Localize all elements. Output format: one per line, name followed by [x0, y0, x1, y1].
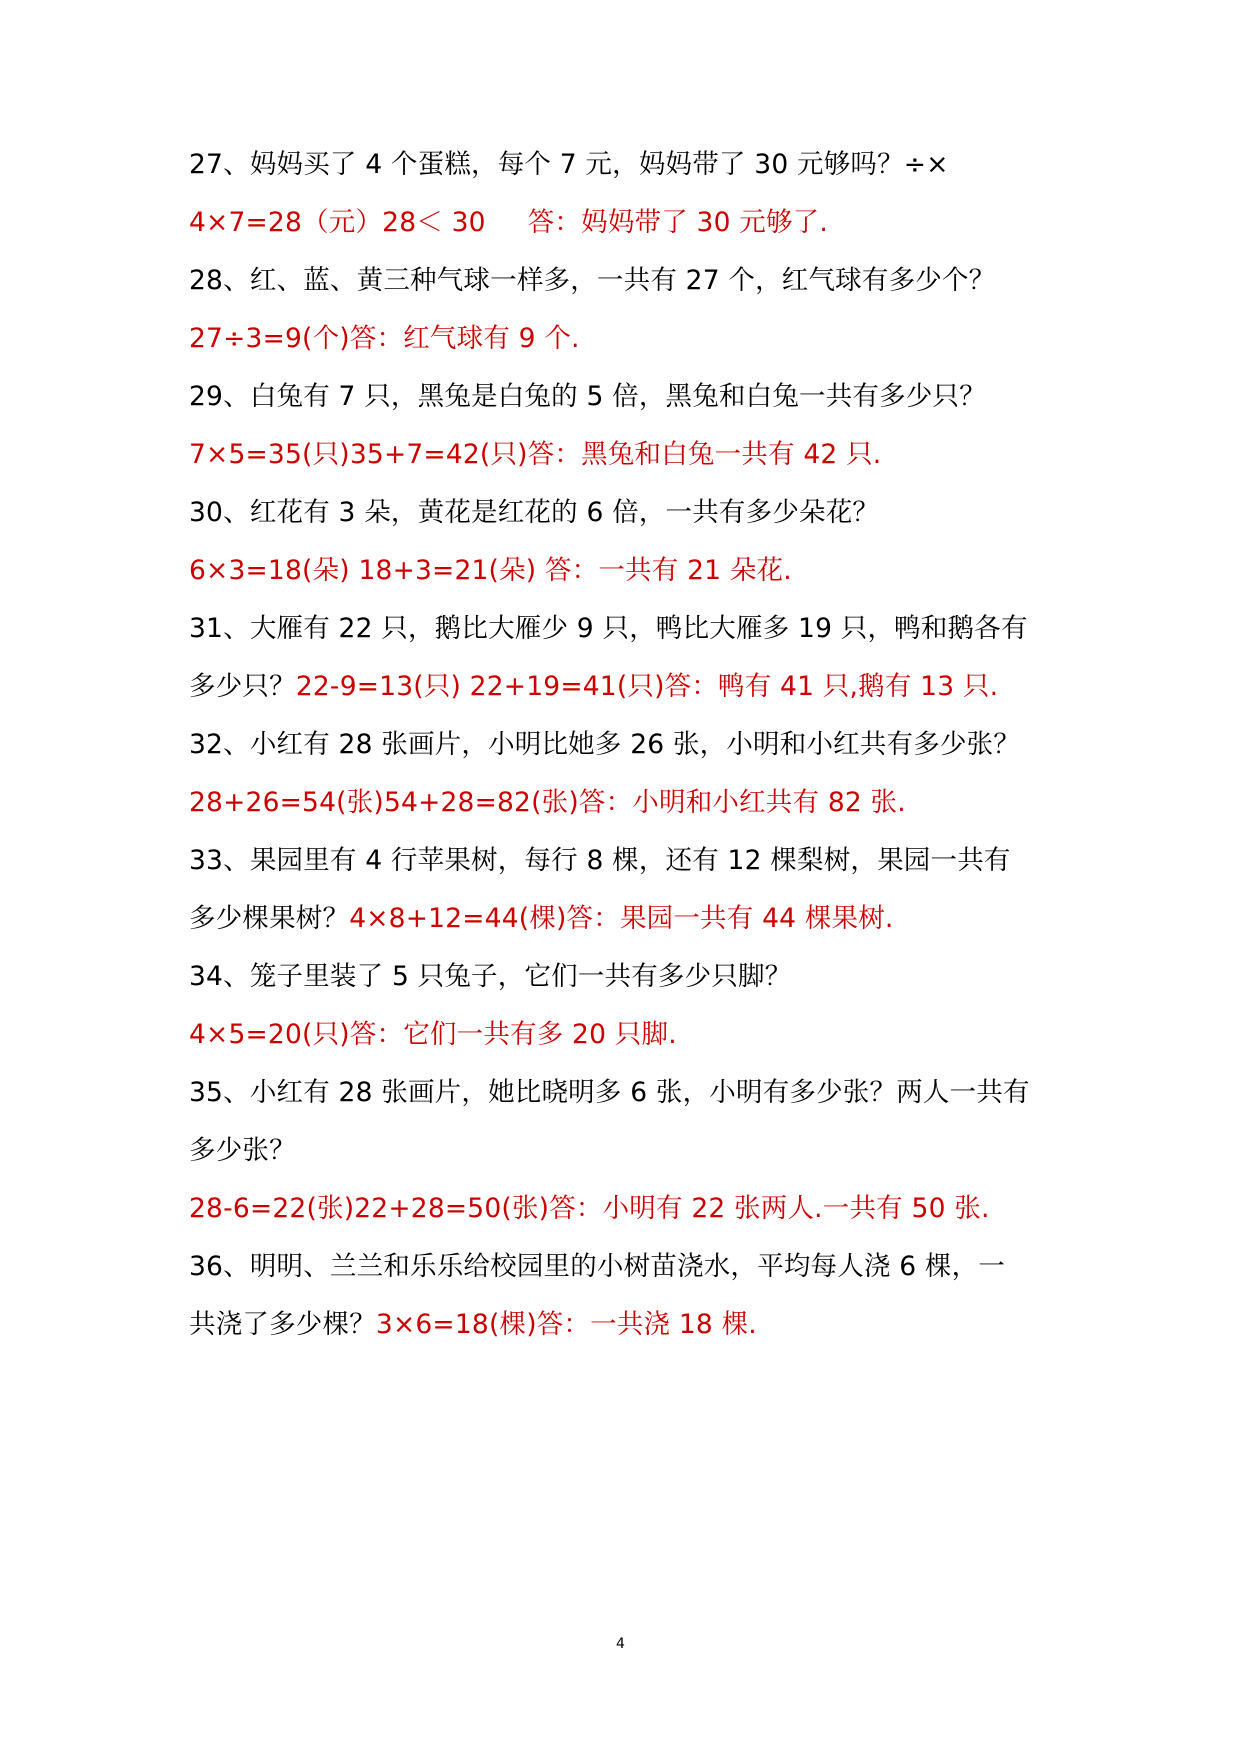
- problem-31-question-text: 31、大雁有 22 只，鹅比大雁少 9 只，鸭比大雁多 19 只，鸭和鹅各有: [189, 613, 1028, 644]
- problem-31-answer-text: 22-9=13(只) 22+19=41(只)答：鸭有 41 只,鹅有 13 只.: [295, 671, 999, 702]
- problem-34-answer-text: 4×5=20(只)答：它们一共有多 20 只脚.: [189, 1019, 677, 1050]
- problem-35-question-continued: 多少张？: [189, 1135, 296, 1166]
- page-number: 4: [616, 1636, 625, 1652]
- problem-32-question-text: 32、小红有 28 张画片，小明比她多 26 张，小明和小红共有多少张？: [189, 729, 1021, 760]
- problem-36-answer-text: 3×6=18(棵)答：一共浇 18 棵.: [375, 1309, 757, 1340]
- problem-34-question: [189, 957, 791, 997]
- problem-36-question-text: 36、明明、兰兰和乐乐给校园里的小树苗浇水，平均每人浇 6 棵，一: [189, 1251, 1006, 1282]
- problem-27-answer-text: 答：妈妈带了 30 元够了.: [527, 207, 829, 238]
- problem-31-question-continued: 多少只？: [189, 671, 296, 702]
- problem-30-question: [189, 493, 879, 533]
- problem-31-continued: [189, 667, 998, 707]
- problem-35-answer-text: 28-6=22(张)22+28=50(张)答：小明有 22 张两人.一共有 50 张.: [189, 1193, 990, 1224]
- problem-32-question: [189, 725, 1020, 765]
- problem-30-answer: [189, 551, 792, 591]
- problem-32-answer-text: 28+26=54(张)54+28=82(张)答：小明和小红共有 82 张.: [189, 787, 906, 818]
- problem-35-question: [189, 1073, 1030, 1113]
- problem-35-question-line-2: [189, 1131, 296, 1171]
- problem-28-answer-text: 27÷3=9(个)答：红气球有 9 个.: [189, 323, 580, 354]
- problem-34-answer: [189, 1015, 677, 1055]
- problem-29-question: [189, 377, 986, 417]
- problem-27-question: [189, 145, 949, 185]
- problem-30-answer-text: 6×3=18(朵) 18+3=21(朵) 答：一共有 21 朵花.: [189, 555, 792, 586]
- problem-33-question-continued: 多少棵果树？: [189, 903, 350, 934]
- problem-32-answer: [189, 783, 906, 823]
- problem-29-question-text: 29、白兔有 7 只，黑兔是白兔的 5 倍，黑兔和白兔一共有多少只？: [189, 381, 986, 412]
- problem-28-answer: [189, 319, 580, 359]
- problem-27-answer: [189, 203, 828, 243]
- problem-27-question-text: 27、妈妈买了 4 个蛋糕，每个 7 元，妈妈带了 30 元够吗？÷×: [189, 149, 949, 180]
- problem-35-question-text: 35、小红有 28 张画片，她比晓明多 6 张，小明有多少张？两人一共有: [189, 1077, 1030, 1108]
- problem-28-question-text: 28、红、蓝、黄三种气球一样多，一共有 27 个，红气球有多少个？: [189, 265, 996, 296]
- problem-31-question: [189, 609, 1028, 649]
- problem-33-continued: [189, 899, 894, 939]
- problem-28-question: [189, 261, 995, 301]
- problem-33-answer-text: 4×8+12=44(棵)答：果园一共有 44 棵果树.: [349, 903, 894, 934]
- problem-36-question: [189, 1247, 1005, 1287]
- problem-27-calculation: 4×7=28（元）28＜ 30: [189, 207, 486, 238]
- problem-33-question-text: 33、果园里有 4 行苹果树，每行 8 棵，还有 12 棵梨树，果园一共有: [189, 845, 1011, 876]
- problem-36-continued: [189, 1305, 757, 1345]
- problem-36-question-continued: 共浇了多少棵？: [189, 1309, 376, 1340]
- problem-35-answer: [189, 1189, 990, 1229]
- problem-29-answer: [189, 435, 881, 475]
- problem-29-answer-text: 7×5=35(只)35+7=42(只)答：黑兔和白兔一共有 42 只.: [189, 439, 882, 470]
- problem-34-question-text: 34、笼子里装了 5 只兔子，它们一共有多少只脚？: [189, 961, 792, 992]
- problem-33-question: [189, 841, 1011, 881]
- problem-30-question-text: 30、红花有 3 朵，黄花是红花的 6 倍，一共有多少朵花？: [189, 497, 880, 528]
